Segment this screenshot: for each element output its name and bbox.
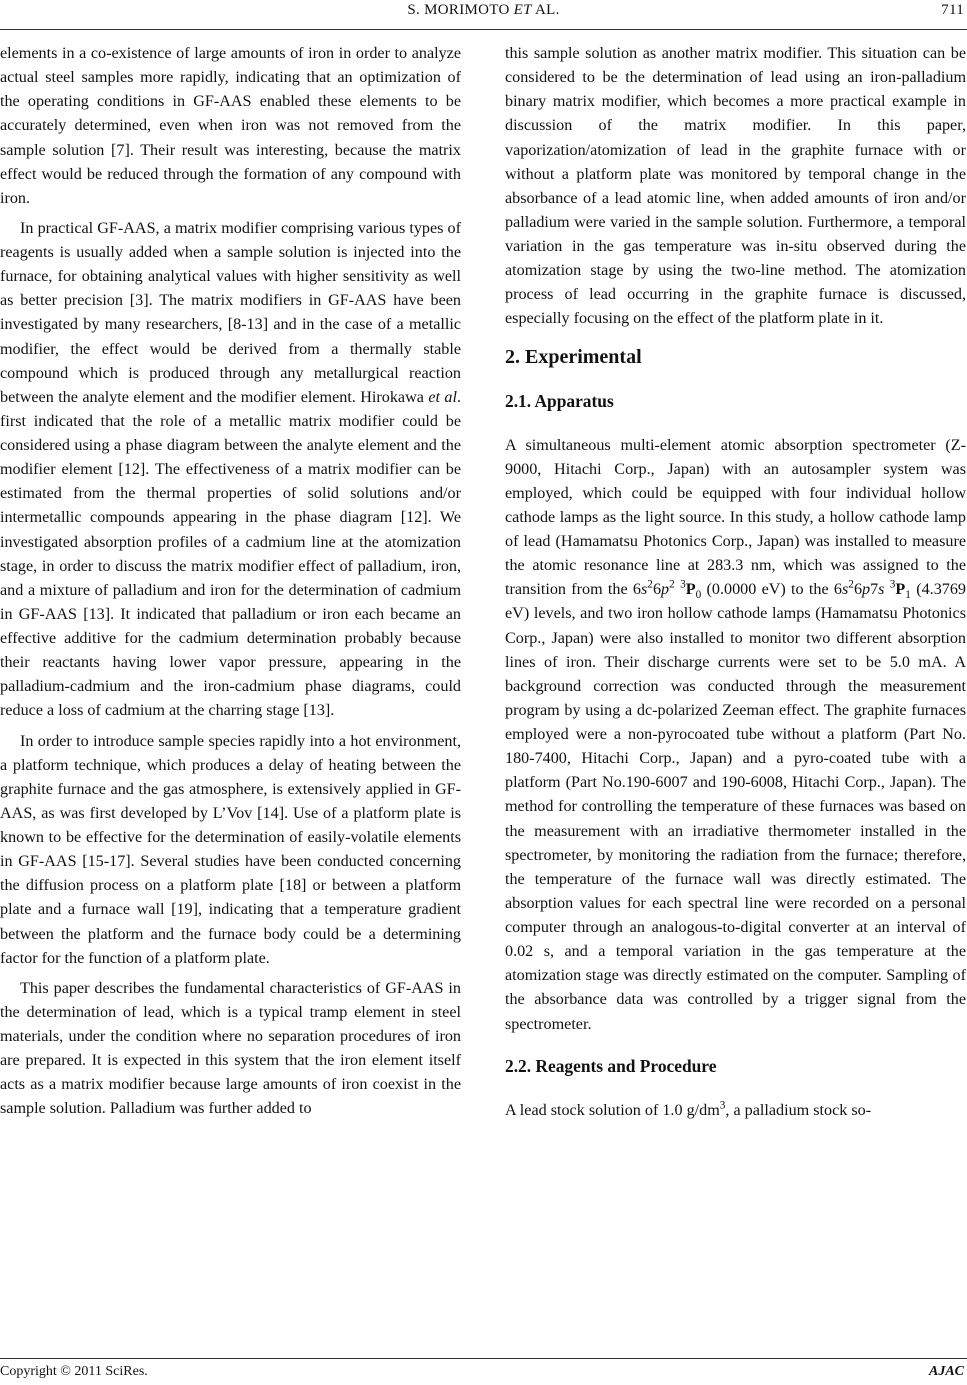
- paragraph: this sample solution as another matrix modifier. This situation can be considered to be the determination of lead using an iron-palladium binary matrix modifier, which becomes a more practical example in discussion of the matrix modifier. In this paper, vaporization/atomization of lead in the graphite furnace with or without a platform plate was monitored by temporal change in the absorbance of a lead atomic line, when added amounts of iron and/or palladium were varied in the sample solution. Furthermore, a temporal variation in the gas temperature was in-situ observed during the atomization stage by using the two-line method. The atomization process of lead occurring in the graphite furnace is discussed, especially focusing on the effect of the platform plate in it.: [505, 45, 966, 328]
- paragraph: This paper describes the fundamental characteristics of GF-AAS in the determination of lead, which is a typical tramp element in steel materials, under the condition where no separation procedures of iron are prepared. It is expected in this system that the iron element itself acts as a matrix modifier because large amounts of iron coexist in the sample solution. Palladium was further added to: [0, 979, 461, 1118]
- copyright-notice: Copyright © 2011 SciRes.: [0, 1364, 148, 1379]
- right-column: [505, 42, 966, 1123]
- footer-rule: [0, 1358, 967, 1359]
- paragraph: A lead stock solution of 1.0 $g/dm^3$, a palladium stock so-: [505, 1099, 872, 1119]
- header-rule: [0, 29, 967, 30]
- running-header-authors: S. MORIMOTO ET AL.: [407, 2, 560, 18]
- section-heading: 2. Experimental: [505, 345, 642, 368]
- left-column: [0, 42, 461, 1122]
- paragraph: In order to introduce sample species rapidly into a hot environment, a platform technique, which produces a delay of heating between the graphite furnace and the gas atmosphere, is extensively applied in GF-AAS, as was first developed by L’Vov [14]. Use of a platform plate is known to be effective for the determination of easily-volatile elements in GF-AAS [15-17]. Several studies have been conducted concerning the diffusion process on a platform plate [18] or between a platform plate and a furnace wall [19], indicating that a temperature gradient between the platform and the furnace body could be a determining factor for the function of a platform plate.: [0, 732, 461, 967]
- subsection-heading: 2.1. Apparatus: [505, 390, 614, 411]
- page-number: 711: [941, 2, 964, 18]
- journal-abbreviation: AJAC: [928, 1364, 964, 1379]
- paragraph: In practical GF-AAS, a matrix modifier comprising various types of reagents is usually added when a sample solution is injected into the furnace, for obtaining analytical values with higher sensitivity as well as better precision [3]. The matrix modifiers in GF-AAS have been investigated by many researchers, [8-13] and in the case of a metallic modifier, the effect would be derived from a thermally stable compound which is produced through any metallurgical reaction between the analyte element and the modifier element. Hirokawa et al. first indicated that the role of a metallic matrix modifier could be considered using a phase diagram between the analyte element and the modifier element [12]. The effectiveness of a matrix modifier can be estimated from the thermal properties of solid solutions and/or intermetallic compounds appearing in the phase diagram [12]. We investigated absorption profiles of a cadmium line at the atomization stage, in order to discuss the matrix modifier effect of palladium, iron, and a mixture of palladium and iron for the determination of cadmium in GF-AAS [13]. It indicated that palladium or iron each became an effective additive for the cadmium determination probably because their reactants having lower vapor pressure, appearing in the palladium-cadmium and the iron-cadmium phase diagrams, could reduce a loss of cadmium at the charring stage [13].: [0, 219, 461, 720]
- paragraph: elements in a co-existence of large amounts of iron in order to analyze actual steel samples more rapidly, indicating that an optimization of the operating conditions in GF-AAS enabled these elements to be accurately determined, even when iron was not removed from the sample solution [7]. Their result was interesting, because the matrix effect would be reduced through the formation of any compound with iron.: [0, 45, 461, 207]
- subsection-heading: 2.2. Reagents and Procedure: [505, 1055, 717, 1076]
- paragraph-apparatus: A simultaneous multi-element atomic absorption spectrometer (Z-9000, Hitachi Corp., Japan) with an autosampler system was employed, which could be equipped with four individual hollow cathode lamps as the light source. In this study, a hollow cathode lamp of lead (Hamamatsu Photonics Corp., Japan) was installed to measure the atomic resonance line at 283.3 nm, which was assigned to the transition from the $6s^26p^2$ $^3P_0$ (0.0000 eV) to the $6s^26p7s$ $^3P_1$ (4.3769 eV) levels, and two iron hollow cathode lamps (Hamamatsu Photonics Corp., Japan) were also installed to monitor two different absorption lines of iron. Their discharge currents were set to be 5.0 mA. A background correction was conducted through the measurement program by using a dc-polarized Zeeman effect. The graphite furnaces employed were a non-pyrocoated tube without a platform (Part No. 180-7400, Hitachi Corp., Japan) and a pyro-coated tube with a platform (Part No.190-6007 and 190-6008, Hitachi Corp., Japan). The method for controlling the temperature of these furnaces was based on the measurement with an irradiative thermometer installed in the spectrometer, by monitoring the radiation from the furnace; therefore, the temperature of the furnace wall was directly estimated. The absorption values for each spectral line were recorded on a personal computer through an analogous-to-digital converter at an interval of 0.02 s, and a temporal variation in the gas temperature at the atomization stage was directly estimated on the computer. Sampling of the absorbance data was controlled by a trigger signal from the spectrometer.: [505, 436, 966, 1033]
